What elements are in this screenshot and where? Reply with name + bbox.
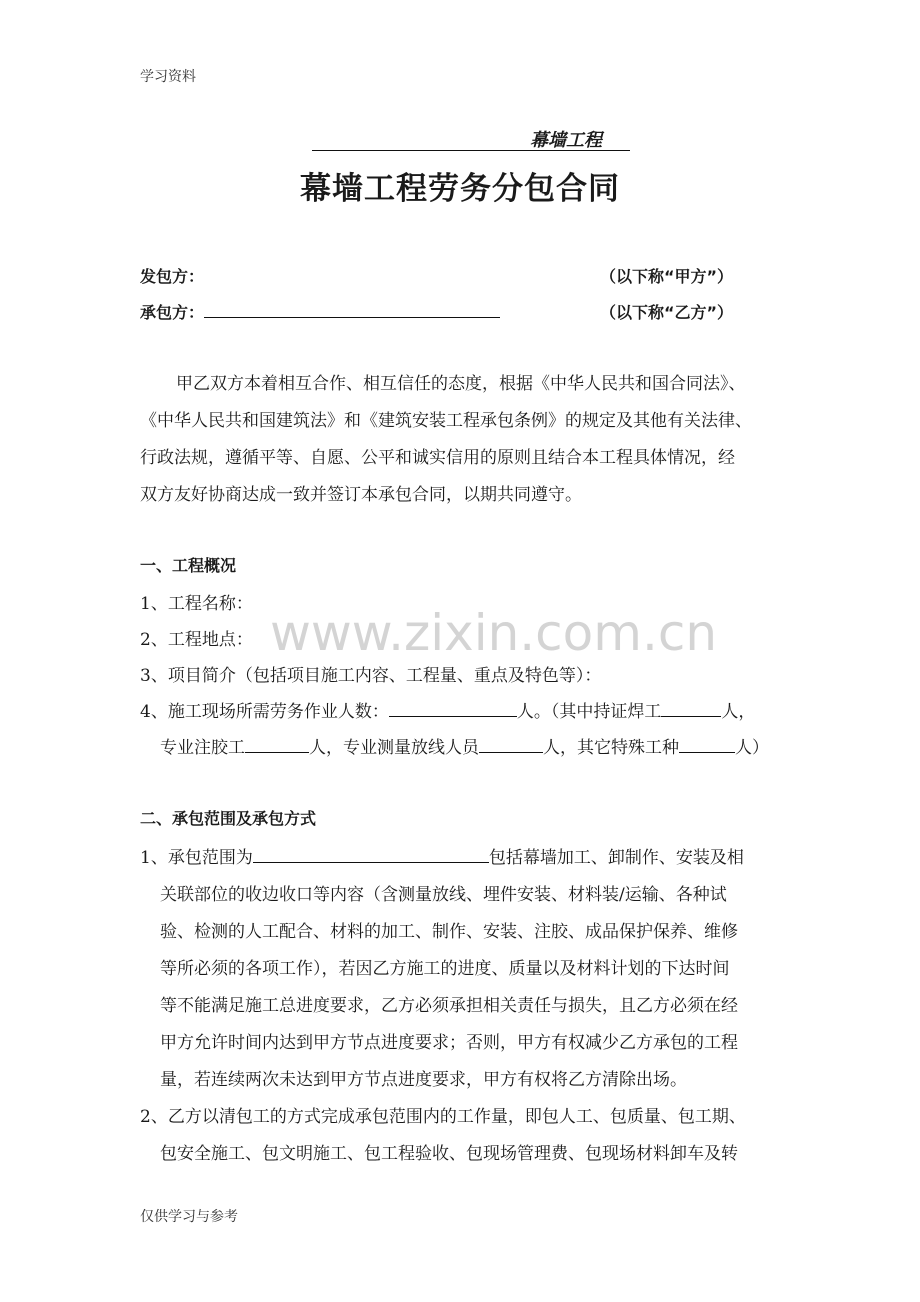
employer-note: （以下称“甲方”） [600, 267, 734, 286]
section-1-heading: 一、工程概况 [140, 556, 237, 575]
subtitle: 幕墙工程 [530, 130, 602, 151]
intro-line-4: 双方友好协商达成一致并签订本承包合同，以期共同遵守。 [140, 485, 582, 505]
labor-count-text-c: 人， [721, 702, 756, 722]
section-2-heading: 二、承包范围及承包方式 [140, 809, 317, 828]
surveyor-blank [479, 736, 543, 753]
labor-count-text-a: 4、施工现场所需劳务作业人数： [140, 702, 389, 722]
scope-text-b: 包括幕墙加工、卸制作、安装及相 [488, 848, 744, 868]
project-location-item: 2、工程地点： [140, 630, 253, 650]
page-footer: 仅供学习与参考 [140, 1209, 238, 1225]
labor-count-blank [389, 700, 517, 717]
labor-count-text-g: 人） [735, 738, 769, 758]
labor-count-item-cont [160, 733, 769, 758]
watermark: www.zixin.com.cn [270, 604, 718, 662]
scope-line-4: 等所必须的各项工作），若因乙方施工的进度、质量以及材料计划的下达时间 [160, 959, 730, 979]
scope-text-a: 1、承包范围为 [140, 848, 253, 868]
glue-worker-blank [245, 736, 309, 753]
intro-line-2: 《中华人民共和国建筑法》和《建筑安装工程承包条例》的规定及其他有关法律、 [140, 411, 752, 431]
scope-line-3: 验、检测的人工配合、材料的加工、制作、安装、注胶、成品保护保养、维修 [160, 922, 738, 942]
page-title: 幕墙工程劳务分包合同 [300, 171, 620, 207]
welder-blank [661, 700, 721, 717]
scope-line-6: 甲方允许时间内达到甲方节点进度要求；否则，甲方有权减少乙方承包的工程 [160, 1033, 738, 1053]
labor-count-text-b: 人。（其中持证焊工 [516, 702, 662, 722]
contractor-blank [204, 301, 500, 318]
contractor-note: （以下称“乙方”） [600, 303, 734, 322]
scope-line-2: 关联部位的收边收口等内容（含测量放线、埋件安装、材料装/运输、各种试 [160, 885, 727, 905]
labor-count-text-f: 人，其它特殊工种 [543, 738, 679, 758]
contractor-label: 承包方： [140, 303, 205, 322]
project-summary-item: 3、项目简介（包括项目施工内容、工程量、重点及特色等）： [140, 666, 602, 686]
scope-line-7: 量，若连续两次未达到甲方节点进度要求，甲方有权将乙方清除出场。 [160, 1070, 687, 1090]
labor-count-item [140, 697, 755, 722]
scope-item [140, 843, 744, 868]
scope-line-5: 等不能满足施工总进度要求，乙方必须承担相关责任与损失，且乙方必须在经 [160, 996, 738, 1016]
labor-count-text-e: 人，专业测量放线人员 [309, 738, 479, 758]
labor-count-text-d: 专业注胶工 [160, 738, 245, 758]
contract-mode-line-2: 包安全施工、包文明施工、包工程验收、包现场管理费、包现场材料卸车及转 [160, 1144, 738, 1164]
employer-label: 发包方： [140, 267, 205, 286]
intro-line-1: 甲乙双方本着相互合作、相互信任的态度，根据《中华人民共和国合同法》、 [176, 374, 746, 394]
intro-line-3: 行政法规，遵循平等、自愿、公平和诚实信用的原则且结合本工程具体情况，经 [140, 448, 735, 468]
project-name-item: 1、工程名称： [140, 594, 253, 614]
contract-mode-item: 2、乙方以清包工的方式完成承包范围内的工作量，即包人工、包质量、包工期、 [140, 1107, 746, 1127]
scope-blank [253, 846, 489, 863]
special-worker-blank [679, 736, 735, 753]
page-header: 学习资料 [140, 69, 196, 85]
contractor-row [140, 300, 500, 323]
